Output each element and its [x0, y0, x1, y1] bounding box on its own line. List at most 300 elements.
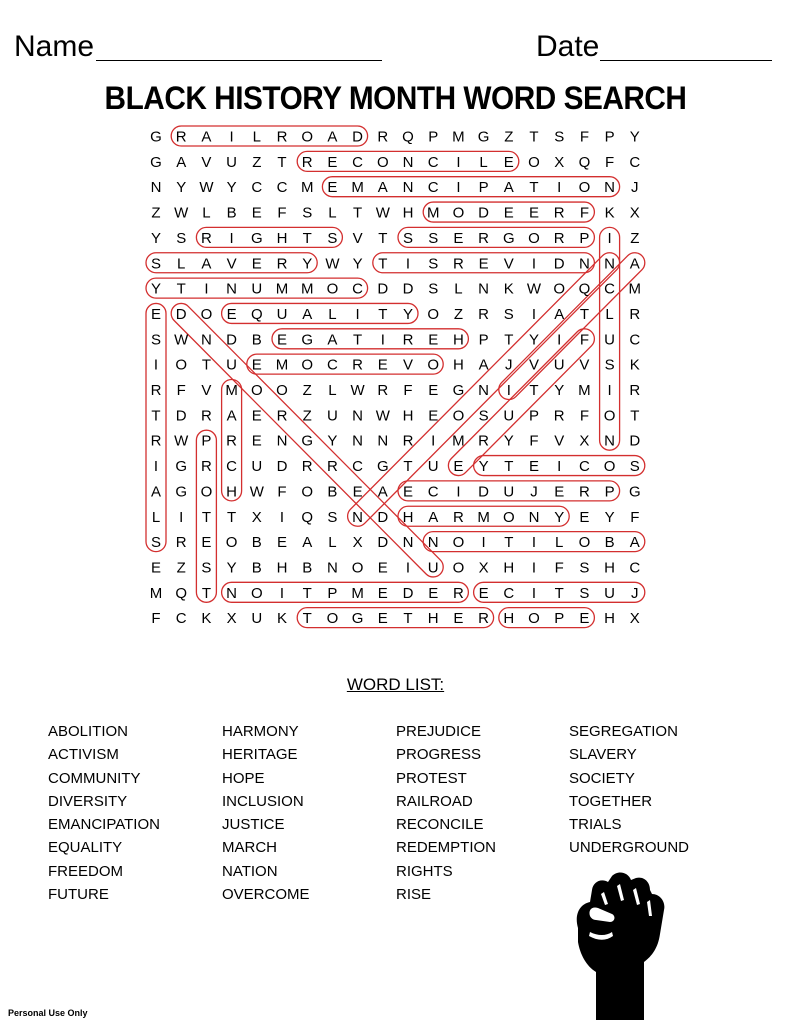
- grid-letter: C: [604, 280, 616, 298]
- grid-letter: G: [250, 229, 263, 247]
- grid-letter: M: [452, 128, 465, 146]
- grid-letter: I: [557, 179, 562, 197]
- grid-letter: O: [578, 534, 591, 552]
- grid-letter: R: [150, 382, 162, 399]
- grid-letter: C: [629, 331, 641, 349]
- grid-letter: E: [251, 432, 262, 450]
- grid-letter: K: [604, 204, 615, 222]
- grid-letter: I: [229, 128, 234, 146]
- grid-letter: I: [279, 508, 285, 526]
- grid-letter: O: [326, 280, 339, 298]
- grid-letter: O: [276, 382, 288, 399]
- grid-letter: R: [175, 128, 187, 146]
- grid-letter: P: [327, 584, 338, 602]
- grid-letter: F: [176, 382, 186, 399]
- grid-letter: I: [405, 559, 411, 577]
- found-word-nation: [495, 249, 649, 404]
- grid-letter: H: [604, 610, 616, 628]
- grid-letter: L: [177, 255, 186, 273]
- grid-letter: R: [276, 255, 288, 273]
- grid-letter: E: [503, 153, 514, 171]
- word-list-item: REDEMPTION: [396, 839, 497, 857]
- grid-letter: C: [427, 153, 439, 171]
- grid-letter: R: [301, 458, 313, 476]
- grid-letter: O: [603, 458, 616, 476]
- grid-letter: N: [604, 179, 616, 197]
- grid-letter: O: [578, 179, 591, 197]
- grid-letter: Y: [503, 432, 514, 450]
- grid-letter: T: [302, 610, 312, 628]
- grid-letter: M: [275, 356, 289, 374]
- grid-letter: H: [402, 407, 414, 425]
- grid-letter: R: [352, 356, 364, 374]
- grid-letter: N: [352, 407, 364, 425]
- grid-letter: G: [452, 382, 465, 399]
- grid-letter: G: [301, 331, 314, 349]
- grid-letter: Y: [554, 508, 565, 526]
- word-list-item: INCLUSION: [222, 792, 304, 810]
- grid-letter: A: [150, 483, 162, 501]
- grid-letter: M: [351, 179, 364, 197]
- grid-letter: O: [452, 204, 465, 222]
- grid-letter: M: [628, 280, 642, 298]
- grid-letter: I: [531, 584, 537, 602]
- grid-letter: J: [530, 483, 538, 501]
- word-list-item: JUSTICE: [222, 816, 285, 834]
- grid-letter: D: [478, 483, 490, 501]
- grid-letter: C: [503, 584, 515, 602]
- word-list-item: PREJUDICE: [396, 723, 482, 740]
- grid-letter: S: [327, 229, 338, 247]
- grid-letter: Q: [578, 153, 591, 171]
- grid-letter: R: [478, 610, 490, 628]
- grid-letter: C: [352, 153, 364, 171]
- grid-letter: J: [631, 584, 639, 602]
- grid-letter: L: [454, 280, 463, 298]
- grid-letter: P: [604, 128, 615, 146]
- grid-letter: R: [377, 128, 389, 146]
- grid-letter: B: [302, 559, 313, 577]
- grid-letter: S: [428, 229, 439, 247]
- grid-letter: N: [276, 432, 288, 450]
- grid-letter: E: [579, 508, 590, 526]
- grid-letter: F: [630, 508, 640, 526]
- grid-letter: D: [377, 280, 389, 298]
- grid-letter: S: [554, 128, 565, 146]
- grid-letter: A: [302, 305, 313, 323]
- grid-letter: E: [528, 458, 540, 476]
- grid-letter: Y: [402, 305, 414, 323]
- grid-letter: D: [352, 128, 364, 146]
- grid-letter: A: [226, 407, 237, 425]
- grid-letter: N: [578, 255, 590, 273]
- found-word-emancipation: [322, 177, 619, 197]
- word-list-item: HOPE: [222, 769, 265, 787]
- footer-note: Personal Use Only: [8, 1008, 88, 1018]
- grid-letter: P: [201, 432, 212, 450]
- grid-letter: R: [276, 407, 288, 425]
- name-label: Name: [14, 30, 95, 63]
- grid-letter: I: [531, 534, 537, 552]
- grid-letter: T: [403, 458, 413, 476]
- grid-letter: N: [352, 508, 364, 526]
- grid-letter: N: [478, 382, 490, 399]
- word-list-item: HERITAGE: [222, 746, 298, 764]
- grid-letter: R: [578, 483, 590, 501]
- grid-letter: A: [554, 305, 565, 323]
- grid-letter: E: [428, 331, 439, 349]
- grid-letter: E: [327, 153, 338, 171]
- grid-letter: T: [378, 229, 388, 247]
- grid-letter: E: [528, 204, 540, 222]
- grid-letter: Z: [302, 407, 312, 425]
- word-list-item: NATION: [222, 862, 278, 880]
- grid-letter: C: [352, 458, 364, 476]
- grid-letter: S: [579, 559, 590, 577]
- grid-letter: M: [351, 584, 364, 602]
- grid-letter: E: [352, 483, 363, 501]
- grid-letter: N: [226, 280, 238, 298]
- grid-letter: W: [174, 204, 189, 222]
- grid-letter: L: [202, 204, 211, 222]
- grid-letter: N: [528, 508, 540, 526]
- grid-letter: O: [301, 483, 314, 501]
- grid-letter: R: [478, 305, 490, 323]
- grid-letter: I: [607, 382, 612, 399]
- grid-letter: E: [251, 407, 262, 425]
- grid-letter: J: [631, 179, 639, 197]
- grid-letter: X: [629, 610, 640, 628]
- grid-letter: V: [554, 432, 565, 450]
- grid-letter: G: [502, 229, 515, 247]
- grid-letter: A: [428, 508, 439, 526]
- grid-letter: Q: [402, 128, 414, 146]
- grid-letter: E: [201, 534, 212, 552]
- grid-letter: N: [326, 559, 338, 577]
- grid-letter: O: [250, 584, 263, 602]
- grid-letter: C: [251, 179, 263, 197]
- word-list-column-3: [396, 720, 496, 906]
- grid-letter: V: [201, 382, 212, 399]
- grid-letter: P: [478, 331, 489, 349]
- grid-letter: U: [226, 356, 238, 374]
- grid-letter: Y: [327, 432, 338, 450]
- grid-letter: F: [579, 331, 589, 349]
- grid-letter: L: [479, 153, 488, 171]
- grid-letter: N: [427, 534, 439, 552]
- grid-letter: T: [201, 584, 211, 602]
- grid-letter: M: [426, 204, 440, 222]
- grid-letter: G: [175, 483, 188, 501]
- grid-letter: F: [277, 483, 287, 501]
- grid-letter: A: [629, 255, 640, 273]
- grid-letter: E: [478, 584, 489, 602]
- grid-letter: U: [503, 483, 515, 501]
- grid-letter: S: [327, 508, 338, 526]
- grid-letter: N: [604, 432, 616, 450]
- grid-letter: E: [478, 255, 489, 273]
- grid-letter: C: [629, 559, 641, 577]
- grid-letter: S: [150, 534, 162, 552]
- grid-letter: I: [279, 584, 285, 602]
- found-word-future: [444, 325, 598, 480]
- grid-letter: G: [351, 610, 364, 628]
- grid-letter: S: [176, 229, 187, 247]
- grid-letter: L: [328, 534, 337, 552]
- grid-letter: D: [402, 280, 414, 298]
- grid-letter: R: [301, 153, 313, 171]
- grid-letter: L: [151, 508, 161, 526]
- grid-letter: K: [276, 610, 288, 628]
- grid-letter: Y: [176, 179, 187, 197]
- grid-letter: H: [452, 356, 464, 374]
- word-list-item: PROGRESS: [396, 746, 482, 764]
- grid-letter: T: [529, 382, 539, 399]
- grid-letter: V: [352, 229, 363, 247]
- grid-letter: H: [402, 204, 414, 222]
- grid-letter: X: [226, 610, 237, 628]
- grid-letter: N: [402, 534, 414, 552]
- grid-letter: B: [604, 534, 615, 552]
- grid-letter: E: [226, 305, 237, 323]
- grid-letter: H: [276, 229, 288, 247]
- grid-letter: I: [481, 534, 486, 552]
- grid-letter: W: [174, 331, 189, 349]
- grid-letter: S: [503, 305, 514, 323]
- grid-letter: R: [276, 128, 288, 146]
- grid-letter: H: [276, 559, 288, 577]
- grid-letter: O: [452, 534, 465, 552]
- grid-letter: W: [375, 204, 390, 222]
- grid-letter: A: [201, 128, 212, 146]
- grid-letter: K: [201, 610, 212, 628]
- grid-letter: Y: [554, 382, 565, 399]
- grid-letter: T: [277, 153, 287, 171]
- grid-letter: X: [554, 153, 565, 171]
- grid-letter: G: [628, 483, 641, 501]
- grid-letter: E: [150, 305, 162, 323]
- grid-letter: F: [403, 382, 413, 399]
- grid-letter: I: [456, 483, 461, 501]
- grid-letter: T: [353, 204, 363, 222]
- grid-letter: F: [605, 153, 615, 171]
- word-list-item: MARCH: [222, 839, 277, 857]
- grid-letter: I: [355, 305, 360, 323]
- grid-letter: I: [531, 305, 537, 323]
- grid-letter: Y: [604, 508, 615, 526]
- grid-letter: K: [629, 356, 640, 374]
- grid-letter: B: [251, 534, 262, 552]
- grid-letter: D: [276, 458, 288, 476]
- grid-letter: N: [377, 432, 389, 450]
- word-list-item: RISE: [396, 886, 432, 904]
- grid-letter: S: [201, 559, 212, 577]
- grid-letter: D: [553, 255, 565, 273]
- grid-letter: R: [200, 407, 212, 425]
- grid-letter: L: [328, 305, 337, 323]
- grid-letter: E: [402, 483, 414, 501]
- grid-letter: R: [200, 458, 212, 476]
- grid-letter: Y: [629, 128, 640, 146]
- grid-letter: N: [352, 432, 364, 450]
- grid-letter: J: [505, 356, 513, 374]
- grid-letter: E: [453, 610, 464, 628]
- word-list-item: EQUALITY: [48, 839, 123, 857]
- grid-letter: U: [553, 356, 565, 374]
- grid-letter: F: [529, 432, 539, 450]
- grid-letter: Z: [630, 229, 640, 247]
- grid-letter: F: [277, 204, 287, 222]
- grid-letter: U: [226, 153, 238, 171]
- grid-letter: U: [427, 559, 439, 577]
- grid-letter: O: [528, 610, 540, 628]
- grid-letter: U: [251, 280, 263, 298]
- grid-letter: Y: [226, 179, 237, 197]
- grid-letter: C: [226, 458, 238, 476]
- grid-letter: S: [428, 255, 439, 273]
- word-list-item: OVERCOME: [222, 886, 310, 904]
- date-label: Date: [536, 30, 600, 63]
- grid-letter: M: [275, 280, 289, 298]
- grid-letter: E: [453, 229, 464, 247]
- word-list-item: SLAVERY: [569, 746, 637, 764]
- grid-letter: R: [629, 305, 641, 323]
- grid-letter: Z: [302, 382, 312, 399]
- grid-letter: I: [229, 229, 234, 247]
- grid-letter: G: [150, 128, 162, 146]
- grid-letter: X: [478, 559, 489, 577]
- grid-letter: I: [405, 255, 411, 273]
- grid-letter: E: [428, 382, 439, 399]
- word-list-item: HARMONY: [222, 723, 299, 740]
- grid-letter: D: [377, 534, 389, 552]
- grid-letter: N: [150, 179, 162, 197]
- grid-letter: R: [452, 584, 464, 602]
- grid-letter: F: [579, 204, 589, 222]
- grid-letter: Y: [478, 458, 489, 476]
- grid-letter: I: [431, 432, 436, 450]
- grid-letter: N: [604, 255, 616, 273]
- grid-letter: T: [227, 508, 237, 526]
- grid-letter: K: [503, 280, 514, 298]
- grid-letter: A: [176, 153, 187, 171]
- grid-letter: Z: [252, 153, 262, 171]
- grid-letter: V: [579, 356, 590, 374]
- grid-letter: S: [629, 458, 640, 476]
- grid-letter: D: [629, 432, 641, 450]
- grid-letter: D: [175, 305, 187, 323]
- word-list-item: TRIALS: [569, 816, 622, 834]
- word-list-item: RIGHTS: [396, 862, 453, 880]
- grid-letter: A: [377, 483, 388, 501]
- grid-letter: L: [328, 382, 337, 399]
- grid-letter: H: [226, 483, 238, 501]
- grid-letter: A: [629, 534, 640, 552]
- grid-letter: O: [301, 128, 314, 146]
- grid-letter: E: [251, 356, 262, 374]
- grid-letter: S: [302, 204, 313, 222]
- grid-letter: E: [251, 255, 262, 273]
- grid-letter: N: [402, 179, 414, 197]
- grid-letter: Y: [302, 255, 313, 273]
- grid-letter: G: [301, 432, 314, 450]
- grid-letter: R: [553, 407, 565, 425]
- word-list-item: SOCIETY: [569, 769, 635, 787]
- grid-letter: C: [352, 280, 364, 298]
- grid-letter: C: [427, 179, 439, 197]
- grid-letter: Z: [504, 128, 514, 146]
- grid-letter: L: [605, 305, 614, 323]
- page-title: BLACK HISTORY MONTH WORD SEARCH: [104, 80, 687, 116]
- grid-letter: Q: [175, 584, 188, 602]
- grid-letter: V: [226, 255, 237, 273]
- grid-letter: I: [607, 229, 612, 247]
- grid-letter: R: [175, 534, 187, 552]
- grid-letter: E: [428, 584, 439, 602]
- grid-letter: V: [503, 255, 514, 273]
- grid-letter: G: [477, 128, 490, 146]
- word-list-item: FREEDOM: [48, 862, 123, 880]
- word-list-item: TOGETHER: [569, 792, 653, 810]
- grid-letter: H: [452, 331, 464, 349]
- grid-letter: I: [179, 508, 184, 526]
- grid-letter: R: [452, 508, 464, 526]
- grid-letter: N: [402, 153, 414, 171]
- grid-letter: A: [327, 128, 338, 146]
- grid-letter: R: [452, 255, 464, 273]
- grid-letter: T: [302, 229, 312, 247]
- grid-letter: M: [578, 382, 591, 399]
- grid-letter: O: [502, 508, 515, 526]
- grid-letter: A: [478, 356, 489, 374]
- grid-letters: [150, 129, 641, 628]
- grid-letter: D: [226, 331, 238, 349]
- grid-letter: C: [427, 483, 439, 501]
- grid-letter: Q: [578, 280, 591, 298]
- grid-letter: Y: [226, 559, 237, 577]
- grid-letter: G: [376, 458, 389, 476]
- grid-letter: E: [276, 331, 288, 349]
- grid-letter: T: [378, 305, 388, 323]
- grid-letter: E: [327, 179, 338, 197]
- grid-letter: X: [629, 204, 640, 222]
- grid-letter: T: [176, 280, 186, 298]
- grid-letter: S: [478, 407, 489, 425]
- grid-letter: O: [452, 559, 465, 577]
- word-list-item: ABOLITION: [48, 723, 129, 740]
- word-list-column-4: [569, 720, 689, 860]
- grid-letter: F: [151, 610, 161, 628]
- grid-letter: U: [251, 458, 263, 476]
- grid-letter: E: [251, 204, 262, 222]
- grid-letter: U: [604, 331, 616, 349]
- grid-letter: N: [478, 280, 490, 298]
- grid-letter: C: [326, 356, 338, 374]
- grid-letter: T: [554, 584, 564, 602]
- grid-letter: O: [225, 534, 238, 552]
- grid-letter: R: [377, 382, 389, 399]
- grid-letter: R: [402, 432, 414, 450]
- word-list-item: FUTURE: [48, 886, 109, 904]
- grid-letter: O: [200, 483, 213, 501]
- grid-letter: A: [503, 179, 514, 197]
- grid-letter: T: [378, 255, 388, 273]
- grid-letter: O: [452, 407, 465, 425]
- grid-letter: B: [251, 331, 262, 349]
- grid-letter: G: [175, 458, 188, 476]
- grid-letter: T: [630, 407, 640, 425]
- grid-letter: X: [352, 534, 363, 552]
